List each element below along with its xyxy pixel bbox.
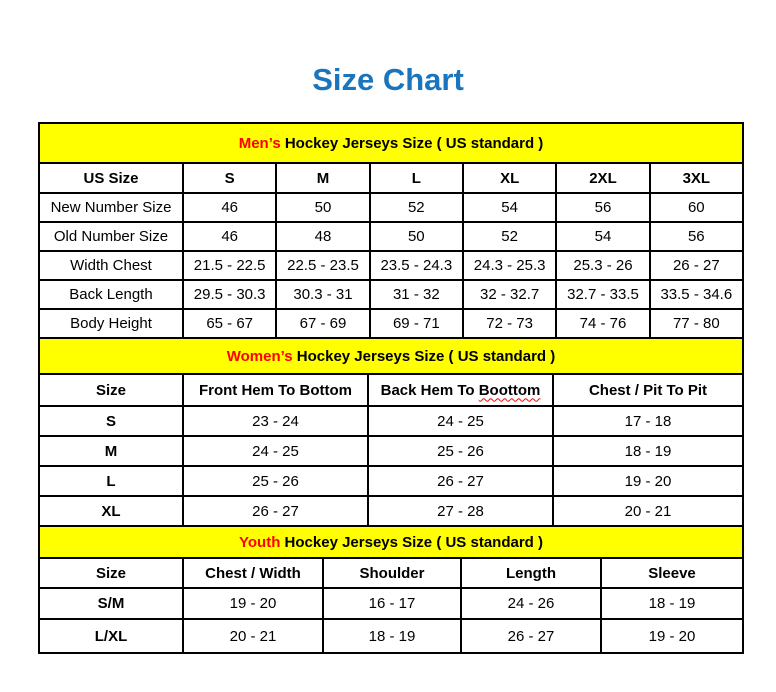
mens-table-cell: 32 - 32.7: [463, 280, 556, 309]
mens-table-cell: 32.7 - 33.5: [556, 280, 649, 309]
mens-table-cell: 74 - 76: [556, 309, 649, 338]
youth-table-cell: 26 - 27: [461, 619, 601, 653]
mens-table-cell: 24.3 - 25.3: [463, 251, 556, 280]
mens-table-cell: 22.5 - 23.5: [276, 251, 369, 280]
youth-column-header: Size: [39, 558, 183, 588]
size-tables-container: [38, 122, 744, 654]
mens-table-row: [39, 222, 743, 251]
womens-row-label: S: [39, 406, 183, 436]
mens-table-cell: 23.5 - 24.3: [370, 251, 463, 280]
mens-row-label: Body Height: [39, 309, 183, 338]
mens-table-cell: 50: [276, 193, 369, 222]
mens-table-cell: 50: [370, 222, 463, 251]
womens-size-table: [38, 337, 744, 527]
mens-table-cell: 26 - 27: [650, 251, 743, 280]
womens-table-cell: 17 - 18: [553, 406, 743, 436]
womens-table-cell: 26 - 27: [368, 466, 553, 496]
mens-banner-row: [39, 123, 743, 163]
womens-table-cell: 24 - 25: [368, 406, 553, 436]
womens-row-label: L: [39, 466, 183, 496]
mens-table-cell: 46: [183, 193, 276, 222]
womens-table-cell: 24 - 25: [183, 436, 368, 466]
youth-table-cell: 18 - 19: [601, 588, 743, 619]
mens-table-cell: 48: [276, 222, 369, 251]
womens-table-cell: 25 - 26: [183, 466, 368, 496]
womens-column-header: Size: [39, 374, 183, 406]
mens-row-label: Old Number Size: [39, 222, 183, 251]
youth-table-cell: 19 - 20: [183, 588, 323, 619]
mens-table-cell: 29.5 - 30.3: [183, 280, 276, 309]
youth-table-cell: 20 - 21: [183, 619, 323, 653]
womens-table-cell: 27 - 28: [368, 496, 553, 526]
youth-banner: Youth Hockey Jerseys Size ( US standard ): [39, 526, 743, 558]
youth-table-row: [39, 619, 743, 653]
youth-column-header: Chest / Width: [183, 558, 323, 588]
womens-table-cell: 26 - 27: [183, 496, 368, 526]
womens-column-header: Chest / Pit To Pit: [553, 374, 743, 406]
mens-banner-highlight: Men’s: [238, 134, 281, 152]
mens-column-header: 3XL: [650, 163, 743, 193]
mens-column-header: S: [183, 163, 276, 193]
mens-table-cell: 31 - 32: [370, 280, 463, 309]
womens-table-row: [39, 466, 743, 496]
mens-table-cell: 69 - 71: [370, 309, 463, 338]
youth-table-cell: 16 - 17: [323, 588, 461, 619]
womens-header-row: [39, 374, 743, 406]
mens-table-cell: 77 - 80: [650, 309, 743, 338]
mens-table-cell: 52: [463, 222, 556, 251]
mens-table-cell: 65 - 67: [183, 309, 276, 338]
youth-table-cell: 18 - 19: [323, 619, 461, 653]
womens-table-row: [39, 436, 743, 466]
mens-table-cell: 46: [183, 222, 276, 251]
mens-table-cell: 56: [556, 193, 649, 222]
mens-table-cell: 52: [370, 193, 463, 222]
womens-table-cell: 25 - 26: [368, 436, 553, 466]
mens-table-row: [39, 193, 743, 222]
womens-table-cell: 18 - 19: [553, 436, 743, 466]
mens-row-label: Back Length: [39, 280, 183, 309]
youth-column-header: Sleeve: [601, 558, 743, 588]
youth-table-cell: 24 - 26: [461, 588, 601, 619]
mens-column-header: US Size: [39, 163, 183, 193]
mens-column-header: 2XL: [556, 163, 649, 193]
youth-row-label: L/XL: [39, 619, 183, 653]
mens-table-cell: 72 - 73: [463, 309, 556, 338]
youth-column-header: Length: [461, 558, 601, 588]
mens-table-row: [39, 280, 743, 309]
mens-table-cell: 54: [463, 193, 556, 222]
mens-header-row: [39, 163, 743, 193]
womens-table-row: [39, 496, 743, 526]
mens-column-header: M: [276, 163, 369, 193]
youth-table-row: [39, 588, 743, 619]
womens-table-cell: 20 - 21: [553, 496, 743, 526]
womens-banner: Women’s Hockey Jerseys Size ( US standard ): [39, 338, 743, 374]
page-title: Size Chart: [312, 62, 464, 97]
mens-table-cell: 25.3 - 26: [556, 251, 649, 280]
womens-row-label: XL: [39, 496, 183, 526]
mens-table-row: [39, 309, 743, 338]
mens-table-cell: 67 - 69: [276, 309, 369, 338]
youth-row-label: S/M: [39, 588, 183, 619]
womens-table-cell: 23 - 24: [183, 406, 368, 436]
mens-table-cell: 60: [650, 193, 743, 222]
mens-row-label: Width Chest: [39, 251, 183, 280]
youth-size-table: [38, 525, 744, 654]
womens-banner-row: [39, 338, 743, 374]
womens-table-row: [39, 406, 743, 436]
youth-banner-highlight: Youth: [239, 533, 281, 551]
womens-table-cell: 19 - 20: [553, 466, 743, 496]
womens-banner-highlight: Women’s: [226, 347, 293, 365]
spellcheck-underlined-word: Boottom: [478, 381, 541, 399]
mens-table-cell: 56: [650, 222, 743, 251]
mens-size-table: [38, 122, 744, 339]
mens-table-cell: 21.5 - 22.5: [183, 251, 276, 280]
youth-banner-row: [39, 526, 743, 558]
mens-table-cell: 30.3 - 31: [276, 280, 369, 309]
womens-row-label: M: [39, 436, 183, 466]
mens-table-cell: 33.5 - 34.6: [650, 280, 743, 309]
youth-column-header: Shoulder: [323, 558, 461, 588]
mens-table-row: [39, 251, 743, 280]
mens-column-header: XL: [463, 163, 556, 193]
womens-column-header: Back Hem To Boottom: [368, 374, 553, 406]
mens-banner: Men’s Hockey Jerseys Size ( US standard ): [39, 123, 743, 163]
mens-column-header: L: [370, 163, 463, 193]
youth-table-cell: 19 - 20: [601, 619, 743, 653]
womens-column-header: Front Hem To Bottom: [183, 374, 368, 406]
mens-table-cell: 54: [556, 222, 649, 251]
mens-row-label: New Number Size: [39, 193, 183, 222]
youth-header-row: [39, 558, 743, 588]
